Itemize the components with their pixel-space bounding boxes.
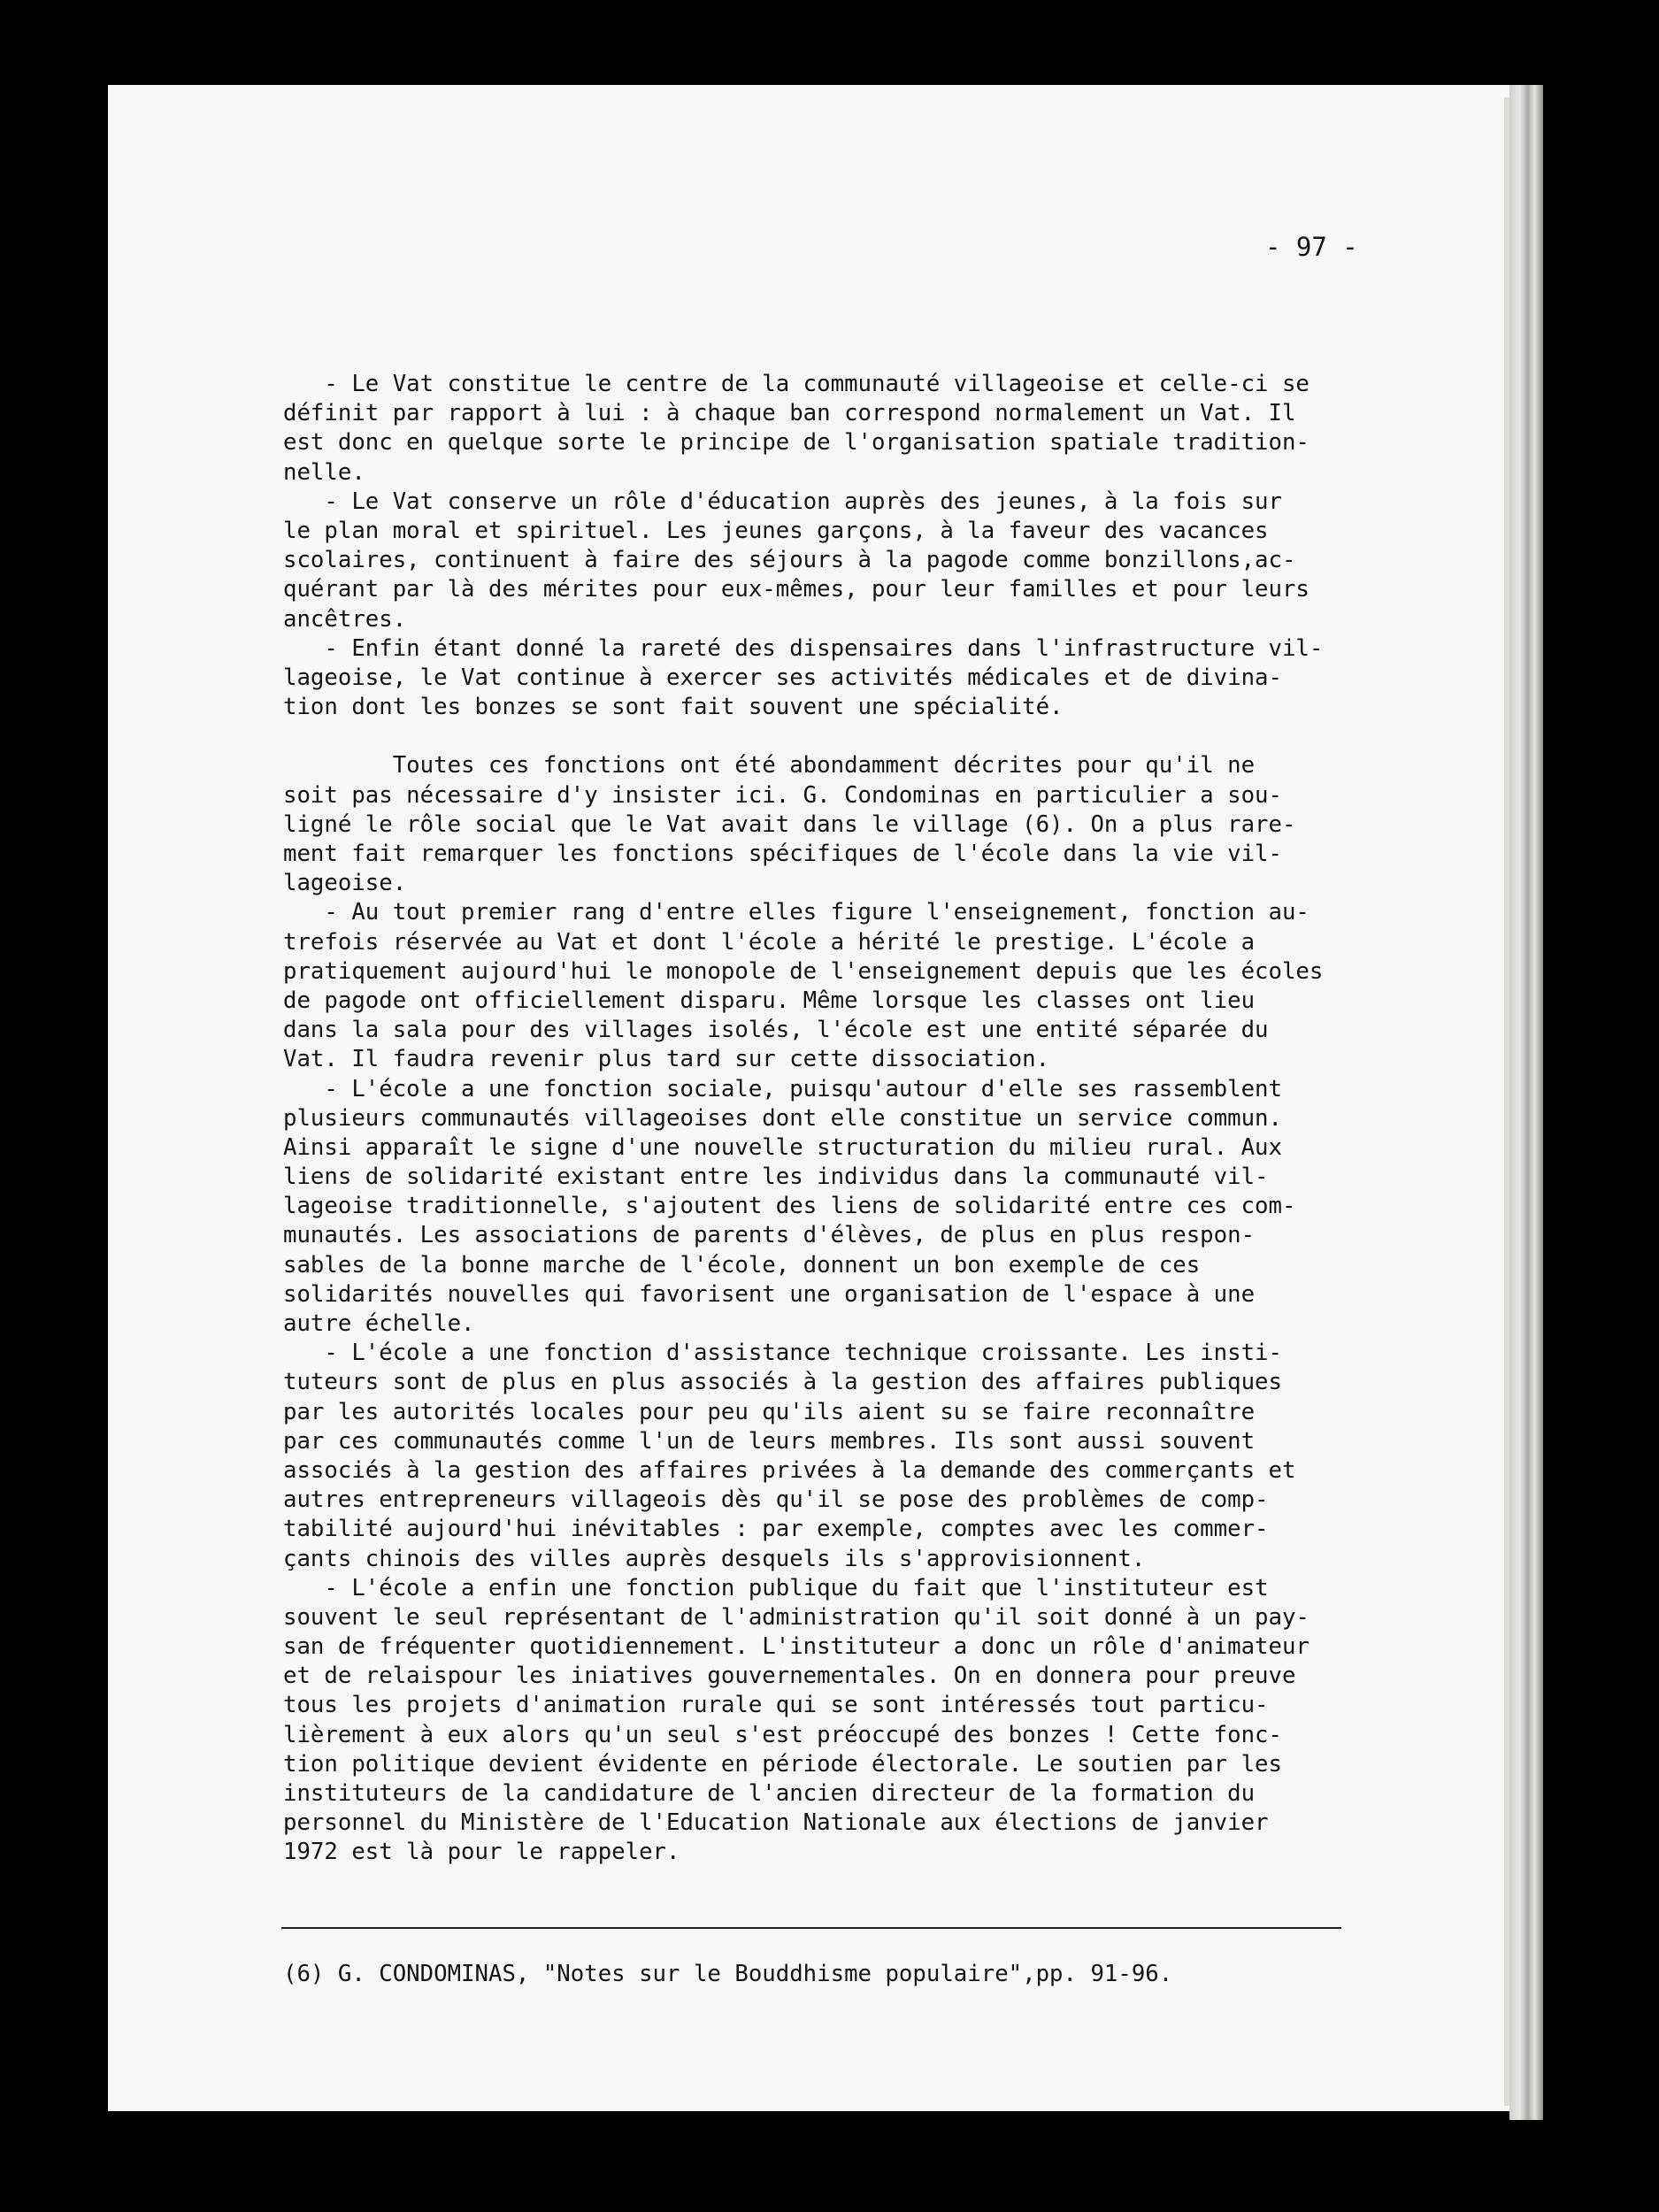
text-line: Vat. Il faudra revenir plus tard sur cette dissociation. — [283, 1046, 1050, 1073]
text-line: personnel du Ministère de l'Education Nationale aux élections de janvier — [283, 1809, 1269, 1837]
text-line: autres entrepreneurs villageois dès qu'il se pose des problèmes de comp- — [283, 1486, 1269, 1514]
text-line: çants chinois des villes auprès desquels ils s'approvisionnent. — [283, 1545, 1146, 1572]
text-line: quérant par là des mérites pour eux-mêmes, pour leur familles et pour leurs — [283, 576, 1310, 603]
text-line: tion dont les bonzes se sont fait souvent une spécialité. — [283, 694, 1064, 721]
text-line: ligné le rôle social que le Vat avait dans le village (6). On a plus rare- — [283, 810, 1296, 838]
text-line: tion politique devient évidente en période électorale. Le soutien par les — [283, 1750, 1282, 1778]
text-line: Toutes ces fonctions ont été abondamment décrites pour qu'il ne — [283, 752, 1256, 780]
text-line: définit par rapport à lui : à chaque ban correspond normalement un Vat. Il — [283, 400, 1296, 427]
text-line: - L'école a enfin une fonction publique du fait que l'instituteur est — [283, 1574, 1269, 1601]
text-line: pratiquement aujourd'hui le monopole de l'enseignement depuis que les écoles — [283, 957, 1324, 985]
text-line: associés à la gestion des affaires privées à la demande des commerçants et — [283, 1456, 1296, 1484]
text-line: sables de la bonne marche de l'école, donnent un bon exemple de ces — [283, 1251, 1201, 1279]
text-line: lageoise traditionnelle, s'ajoutent des liens de solidarité entre ces com- — [283, 1193, 1296, 1220]
paragraph-gap — [283, 722, 1323, 751]
text-line: par les autorités locales pour peu qu'ils aient su se faire reconnaître — [283, 1398, 1256, 1425]
text-line: - Le Vat conserve un rôle d'éducation auprès des jeunes, à la fois sur — [283, 488, 1282, 515]
text-line: tous les projets d'animation rurale qui se sont intéressés tout particu- — [283, 1692, 1269, 1719]
text-line: souvent le seul représentant de l'administration qu'il soit donné à un pay- — [283, 1603, 1310, 1631]
text-line: - L'école a une fonction d'assistance technique croissante. Les insti- — [283, 1340, 1282, 1367]
text-line: san de fréquenter quotidiennement. L'instituteur a donc un rôle d'animateur — [283, 1633, 1310, 1661]
text-line: - Enfin étant donné la rareté des dispensaires dans l'infrastructure vil- — [283, 634, 1324, 662]
text-line: munautés. Les associations de parents d'élèves, de plus en plus respon- — [283, 1222, 1256, 1249]
text-line: - L'école a une fonction sociale, puisqu'autour d'elle ses rassemblent — [283, 1075, 1282, 1102]
text-line: instituteurs de la candidature de l'ancien directeur de la formation du — [283, 1780, 1256, 1807]
text-line: dans la sala pour des villages isolés, l'école est une entité séparée du — [283, 1017, 1269, 1044]
text-line: et de relaispour les iniatives gouvernementales. On en donnera pour preuve — [283, 1663, 1296, 1690]
text-line: tuteurs sont de plus en plus associés à la gestion des affaires publiques — [283, 1369, 1282, 1396]
text-line: Ainsi apparaît le signe d'une nouvelle structuration du milieu rural. Aux — [283, 1133, 1282, 1161]
text-line: trefois réservée au Vat et dont l'école a hérité le prestige. L'école a — [283, 928, 1256, 956]
text-line: plusieurs communautés villageoises dont elle constitue un service commun. — [283, 1104, 1282, 1132]
page-number: - 97 - — [1265, 232, 1358, 262]
text-line: liens de solidarité existant entre les individus dans la communauté vil- — [283, 1164, 1269, 1191]
text-line: autre échelle. — [283, 1310, 475, 1337]
text-line: - Au tout premier rang d'entre elles figure l'enseignement, fonction au- — [283, 899, 1310, 926]
text-line: le plan moral et spirituel. Les jeunes garçons, à la faveur des vacances — [283, 517, 1269, 544]
body-text — [283, 370, 1323, 1868]
text-line: 1972 est là pour le rappeler. — [283, 1839, 680, 1866]
book-edge — [1509, 85, 1543, 2120]
text-line: de pagode ont officiellement disparu. Même lorsque les classes ont lieu — [283, 987, 1256, 1014]
text-line: soit pas nécessaire d'y insister ici. G. Condominas en particulier a sou- — [283, 781, 1282, 809]
text-line: lageoise. — [283, 870, 407, 897]
text-line: ment fait remarquer les fonctions spécifiques de l'école dans la vie vil- — [283, 841, 1282, 867]
footnote: (6) G. CONDOMINAS, "Notes sur le Bouddhisme populaire",pp. 91-96. — [283, 1961, 1173, 1987]
text-line: est donc en quelque sorte le principe de l'organisation spatiale tradition- — [283, 429, 1310, 457]
text-line: lièrement à eux alors qu'un seul s'est préoccupé des bonzes ! Cette fonc- — [283, 1721, 1282, 1748]
footnote-separator — [281, 1927, 1341, 1929]
text-line: nelle. — [283, 458, 365, 486]
text-line: par ces communautés comme l'un de leurs membres. Ils sont aussi souvent — [283, 1427, 1256, 1455]
text-line: scolaires, continuent à faire des séjours à la pagode comme bonzillons,ac- — [283, 547, 1296, 574]
text-line: lageoise, le Vat continue à exercer ses activités médicales et de divina- — [283, 664, 1282, 691]
text-line: - Le Vat constitue le centre de la communauté villageoise et celle-ci se — [283, 371, 1310, 397]
text-line: ancêtres. — [283, 605, 407, 633]
text-line: tabilité aujourd'hui inévitables : par exemple, comptes avec les commer- — [283, 1516, 1269, 1543]
text-line: solidarités nouvelles qui favorisent une organisation de l'espace à une — [283, 1280, 1256, 1308]
